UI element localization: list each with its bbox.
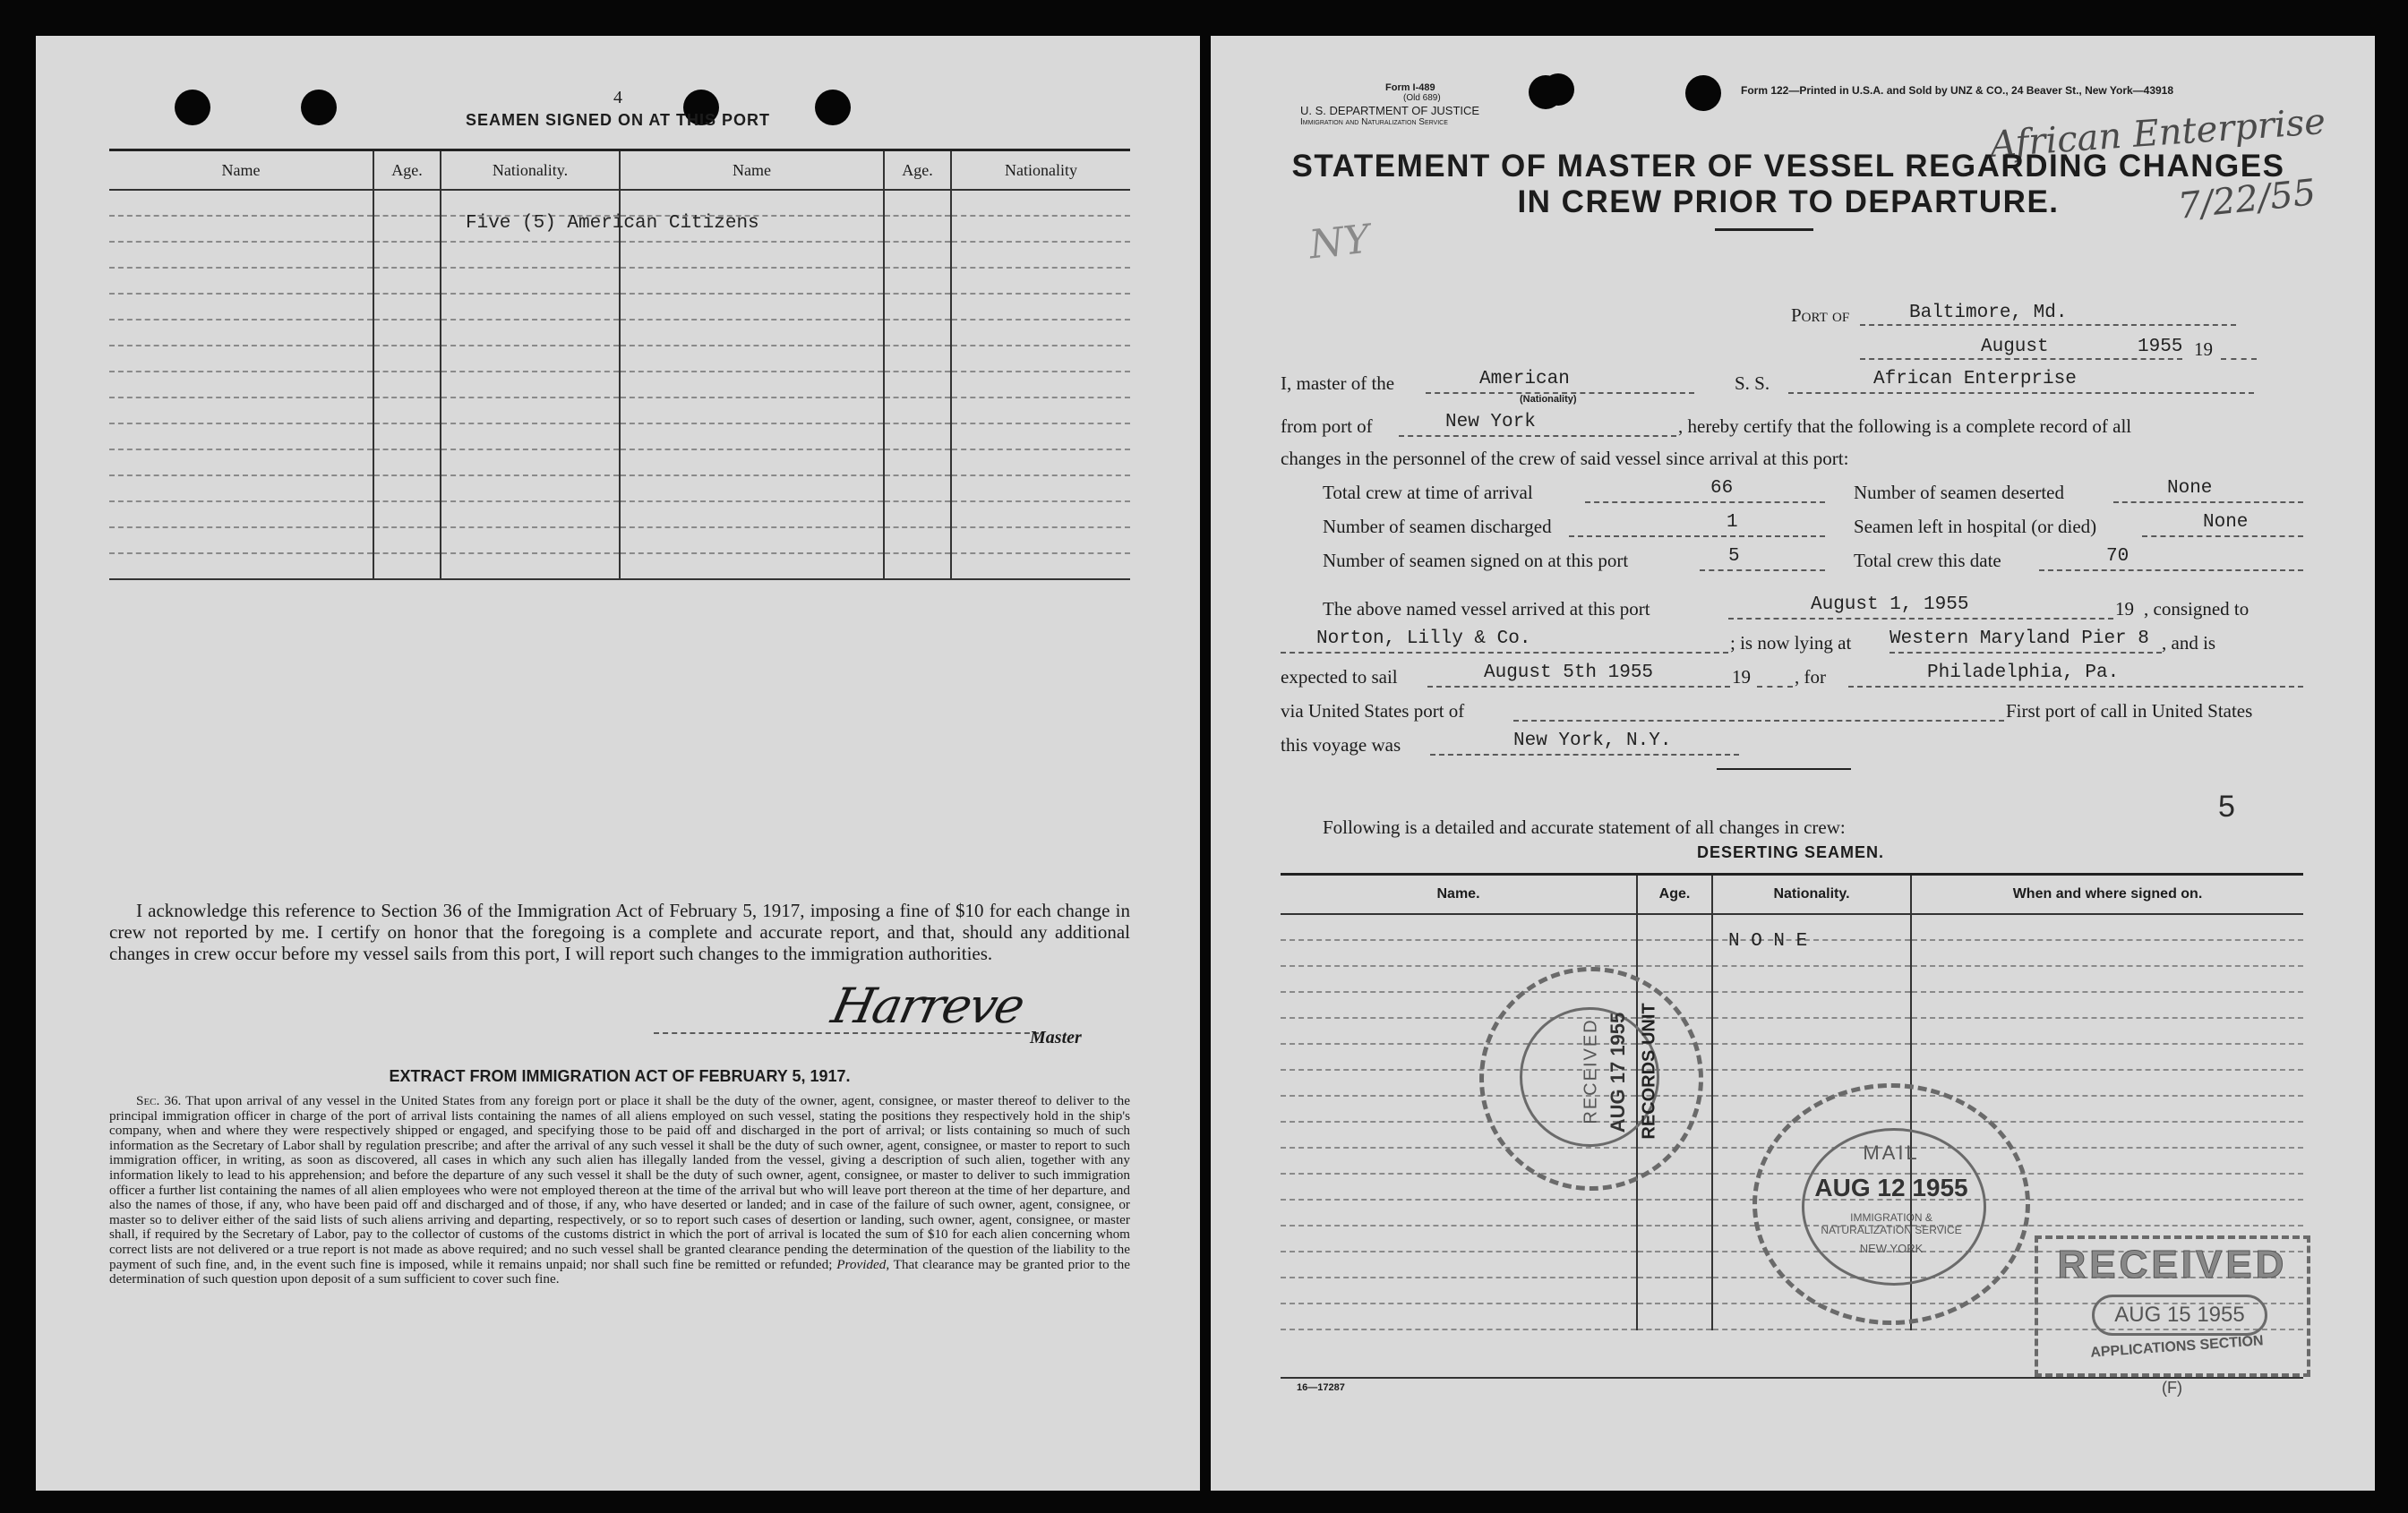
arrival-date: August 1, 1955 bbox=[1811, 594, 1969, 615]
form-number: Form I-489 bbox=[1385, 82, 1435, 93]
mail-stamp bbox=[1752, 1083, 2030, 1325]
year-prefix-3: 19 bbox=[1732, 666, 1751, 688]
signed-on-label: Number of seamen signed on at this port bbox=[1323, 550, 1629, 571]
table-cell bbox=[373, 501, 441, 527]
extract-body bbox=[109, 1094, 1130, 1287]
port-value: Baltimore, Md. bbox=[1909, 303, 2068, 323]
discharged-value: 1 bbox=[1727, 512, 1738, 533]
table-cell bbox=[109, 320, 373, 346]
table-row bbox=[109, 449, 1130, 475]
deserted-value: None bbox=[2167, 478, 2213, 499]
from-port-value: New York bbox=[1445, 412, 1536, 432]
table-cell bbox=[373, 372, 441, 397]
table-cell bbox=[1911, 1044, 2303, 1070]
table-cell bbox=[1911, 992, 2303, 1018]
deserting-heading: DESERTING SEAMEN. bbox=[1696, 843, 1885, 861]
table-row bbox=[109, 346, 1130, 372]
table-cell bbox=[884, 216, 951, 242]
extract-text: That upon arrival of any vessel in the United States from any foreign port or place it shall be the duty of the owner, agent, consignee, or master thereof to deliver to the principal immigration officer in charge of the port of arrival lists containing the names of all aliens employed on such vessel, stating the positions they respectively hold in the ship's company, when and where they were respectively shipped or engaged, and specifying those to be paid off and discharged in the port of arrival; or lists containing so much of such information as the Secretary of Labor shall by regulation prescribe; and after the arrival of any such vessel it shall be the duty of such owner, agent, consignee, or master to report to such immigration officer, in writing, as soon as discovered, all cases in which any such alien has illegally landed from the vessel, giving a description of such alien, together with any information likely to lead to his apprehension; and before the departure of any such vessel it shall be the duty of such owner, agent, consignee, or master to deliver to such immigration officer a further list containing the names of all alien employees who were not employed thereon at the time of the arrival but who will leave port thereon at the time of her departure, and also the names of those, if any, who have been paid off and discharged and of those, if any, who have deserted or landed; and in case of the failure of such owner, agent, consignee, or master so to deliver either of the said lists of such aliens arriving and departing, respectively, or so to report such cases of desertion or landing, such owner, agent, consignee, or master shall, if required by the Secretary of Labor, pay to the collector of customs of the customs district in which the port of arrival is located the sum of $10 for each alien concerning whom correct lists are not delivered or a true report is not made as above required; and no such vessel shall be granted clearance pending the determination of the question of the liability to the payment of such fine, and, in the event such fine is imposed, while it remains unpaid; nor shall such fine be remitted or refunded; bbox=[109, 1093, 1130, 1272]
stamp2-date: AUG 12 1955 bbox=[1814, 1174, 1968, 1201]
table-cell bbox=[620, 242, 884, 268]
for-text: , for bbox=[1795, 666, 1826, 688]
title-line-2: IN CREW PRIOR TO DEPARTURE. bbox=[1517, 184, 2060, 219]
section-mark: (F) bbox=[2162, 1379, 2182, 1397]
right-page bbox=[1211, 36, 2375, 1491]
table-row bbox=[1281, 1096, 2303, 1122]
table-row bbox=[109, 501, 1130, 527]
port-label: Port of bbox=[1791, 304, 1850, 326]
total-crew-date-label: Total crew this date bbox=[1854, 550, 2001, 571]
printer-line: Form 122—Printed in U.S.A. and Sold by UNZ & CO., 24 Beaver St., New York—43918 bbox=[1741, 84, 2174, 97]
table-cell bbox=[884, 527, 951, 553]
table-cell bbox=[951, 553, 1130, 579]
consigned-text: , consigned to bbox=[2144, 598, 2249, 620]
table-cell bbox=[884, 372, 951, 397]
table-cell bbox=[620, 527, 884, 553]
extract-section: Sec. 36. bbox=[136, 1093, 182, 1108]
table-cell bbox=[1281, 940, 1637, 966]
stamp2-word: MAIL bbox=[1863, 1141, 1920, 1164]
year-prefix: 19 bbox=[2194, 338, 2213, 360]
from-port-label: from port of bbox=[1281, 415, 1373, 437]
records-unit-stamp bbox=[1479, 967, 1703, 1191]
stamp1-date: AUG 17 1955 bbox=[1607, 1012, 1629, 1133]
hospital-label: Seamen left in hospital (or died) bbox=[1854, 516, 2097, 537]
table-cell bbox=[373, 397, 441, 423]
table-cell bbox=[441, 397, 620, 423]
table-cell bbox=[620, 449, 884, 475]
table-cell bbox=[441, 268, 620, 294]
table-cell bbox=[441, 346, 620, 372]
table-cell bbox=[109, 346, 373, 372]
year-prefix-2: 19 bbox=[2115, 598, 2134, 620]
handwritten-five: 5 bbox=[2218, 790, 2235, 824]
short-rule bbox=[1717, 768, 1851, 770]
hospital-value: None bbox=[2203, 512, 2249, 533]
handwritten-date: 7/22/55 bbox=[2176, 172, 2318, 227]
table-cell bbox=[951, 268, 1130, 294]
punch-hole bbox=[175, 90, 210, 125]
table-row bbox=[109, 527, 1130, 553]
department: U. S. DEPARTMENT OF JUSTICE bbox=[1300, 104, 1480, 117]
table-row bbox=[109, 294, 1130, 320]
master-label: Master bbox=[1030, 1028, 1082, 1047]
acknowledgement-text: I acknowledge this reference to Section 36 of the Immigration Act of February 5, 1917, imposing a fine of $10 for each change in crew not reported by me. I certify on honor that the foregoing is a complete and accurate report, and that, should any additional changes in crew occur before my vessel sails from this port, I will report such changes to the immigration authorities. bbox=[109, 900, 1130, 964]
table-cell bbox=[109, 449, 373, 475]
this-voyage-text: this voyage was bbox=[1281, 734, 1401, 756]
table-cell bbox=[951, 294, 1130, 320]
table-cell bbox=[109, 501, 373, 527]
table-cell bbox=[373, 553, 441, 579]
table-cell bbox=[109, 190, 373, 216]
table-cell bbox=[109, 527, 373, 553]
col-name: Name. bbox=[1281, 875, 1637, 915]
date-year: 1955 bbox=[2138, 337, 2183, 357]
discharged-label: Number of seamen discharged bbox=[1323, 516, 1552, 537]
title-line-1: STATEMENT OF MASTER OF VESSEL REGARDING CHANGES bbox=[1291, 149, 2285, 184]
table-cell bbox=[951, 475, 1130, 501]
table-cell bbox=[109, 242, 373, 268]
table-cell bbox=[1637, 1200, 1712, 1226]
stamp2-city: NEW YORK bbox=[1859, 1242, 1924, 1255]
table-cell bbox=[373, 190, 441, 216]
stamp1-unit: RECORDS UNIT bbox=[1639, 1003, 1659, 1140]
handwritten-vessel: African Enterprise bbox=[1988, 100, 2327, 167]
table-cell bbox=[373, 449, 441, 475]
table-cell bbox=[620, 372, 884, 397]
table-cell bbox=[441, 527, 620, 553]
footer-code: 16—17287 bbox=[1297, 1382, 1345, 1393]
lying-at: Western Maryland Pier 8 bbox=[1890, 628, 2149, 649]
via-text: via United States port of bbox=[1281, 700, 1465, 722]
table-cell bbox=[620, 190, 884, 216]
table-cell bbox=[620, 501, 884, 527]
table-cell bbox=[373, 423, 441, 449]
table-row bbox=[109, 268, 1130, 294]
table-cell bbox=[373, 242, 441, 268]
table-cell bbox=[373, 216, 441, 242]
handwritten-ny: NY bbox=[1307, 216, 1373, 269]
stamp3-section: APPLICATIONS SECTION bbox=[2089, 1333, 2265, 1361]
first-port-value: New York, N.Y. bbox=[1513, 731, 1672, 751]
table-cell bbox=[441, 190, 620, 216]
table-cell bbox=[109, 553, 373, 579]
table-cell bbox=[1281, 1252, 1637, 1278]
destination: Philadelphia, Pa. bbox=[1927, 662, 2120, 683]
sail-date: August 5th 1955 bbox=[1484, 662, 1654, 683]
page-number: 4 bbox=[613, 88, 622, 107]
table-cell bbox=[1281, 1278, 1637, 1304]
punch-hole bbox=[301, 90, 337, 125]
table-cell bbox=[951, 346, 1130, 372]
table-row bbox=[1281, 1044, 2303, 1070]
form-old-number: (Old 689) bbox=[1403, 93, 1441, 103]
table-cell bbox=[1281, 1200, 1637, 1226]
table-cell bbox=[884, 423, 951, 449]
left-page bbox=[36, 36, 1200, 1491]
col-nationality: Nationality. bbox=[1712, 875, 1911, 915]
table-cell bbox=[441, 242, 620, 268]
ss-label: S. S. bbox=[1735, 372, 1770, 394]
table-cell bbox=[109, 268, 373, 294]
table-cell bbox=[441, 449, 620, 475]
table-cell bbox=[620, 475, 884, 501]
table-row bbox=[109, 372, 1130, 397]
table-cell bbox=[1281, 1304, 1637, 1329]
table-cell bbox=[620, 423, 884, 449]
table-cell bbox=[884, 449, 951, 475]
table-cell bbox=[620, 397, 884, 423]
extract-proviso: That clearance may be granted prior to the determination of such question upon deposit of a sum sufficient to cover such fine. bbox=[109, 1256, 1131, 1287]
stamp3-word: RECEIVED bbox=[2057, 1243, 2288, 1286]
table-cell bbox=[1637, 1278, 1712, 1304]
table-cell bbox=[951, 372, 1130, 397]
table-cell bbox=[373, 268, 441, 294]
table-cell bbox=[441, 501, 620, 527]
table-cell bbox=[441, 423, 620, 449]
table-cell bbox=[373, 294, 441, 320]
deserting-entry: N O N E bbox=[1728, 931, 1808, 952]
table-cell bbox=[373, 527, 441, 553]
total-crew-date-value: 70 bbox=[2106, 546, 2129, 567]
deserted-label: Number of seamen deserted bbox=[1854, 482, 2064, 503]
table-cell bbox=[1712, 1018, 1911, 1044]
table-cell bbox=[1911, 966, 2303, 992]
table-cell bbox=[1911, 940, 2303, 966]
table-cell bbox=[109, 216, 373, 242]
table-cell bbox=[951, 501, 1130, 527]
table-row bbox=[1281, 966, 2303, 992]
table-cell bbox=[109, 294, 373, 320]
arrived-text: The above named vessel arrived at this port bbox=[1323, 598, 1650, 620]
table-cell bbox=[1712, 966, 1911, 992]
table-cell bbox=[884, 475, 951, 501]
master-signature: Harreve bbox=[827, 978, 1029, 1034]
footer-rule bbox=[1281, 1377, 2303, 1379]
table-cell bbox=[951, 397, 1130, 423]
total-crew-arrival-label: Total crew at time of arrival bbox=[1323, 482, 1533, 503]
table-cell bbox=[441, 553, 620, 579]
table-cell bbox=[951, 449, 1130, 475]
table-cell bbox=[1637, 1252, 1712, 1278]
table-cell bbox=[951, 242, 1130, 268]
table-cell bbox=[884, 268, 951, 294]
table-cell bbox=[1911, 1018, 2303, 1044]
lying-text: ; is now lying at bbox=[1730, 632, 1852, 654]
stamp1-word: RECEIVED bbox=[1581, 1018, 1601, 1124]
table-row bbox=[109, 320, 1130, 346]
total-crew-arrival-value: 66 bbox=[1710, 478, 1734, 499]
table-cell bbox=[951, 320, 1130, 346]
table-row bbox=[109, 190, 1130, 216]
table-cell bbox=[109, 397, 373, 423]
ship-name: African Enterprise bbox=[1873, 369, 2077, 389]
section-heading: SEAMEN SIGNED ON AT THIS PORT bbox=[465, 111, 771, 129]
certify-text: , hereby certify that the following is a complete record of all bbox=[1678, 415, 2132, 437]
table-cell bbox=[951, 527, 1130, 553]
extract-title: EXTRACT FROM IMMIGRATION ACT OF FEBRUARY 5, 1917. bbox=[389, 1067, 851, 1085]
master-of-label: I, master of the bbox=[1281, 372, 1395, 394]
table-cell bbox=[109, 475, 373, 501]
table-cell bbox=[884, 242, 951, 268]
table-cell bbox=[884, 553, 951, 579]
table-row bbox=[1281, 992, 2303, 1018]
service-name: Immigration and Naturalization Service bbox=[1300, 117, 1448, 127]
table-cell bbox=[620, 294, 884, 320]
punch-hole bbox=[1685, 75, 1721, 111]
nationality-caption: (Nationality) bbox=[1520, 394, 1577, 405]
col-age: Age. bbox=[1637, 875, 1712, 915]
extract-proviso-word: Provided, bbox=[836, 1256, 890, 1272]
col-name: Name bbox=[109, 150, 373, 191]
expected-text: expected to sail bbox=[1281, 666, 1398, 688]
table-cell bbox=[1637, 914, 1712, 940]
col-age: Age. bbox=[373, 150, 441, 191]
stamp2-line: IMMIGRATION & NATURALIZATION SERVICE bbox=[1821, 1211, 1962, 1236]
table-cell bbox=[884, 501, 951, 527]
table-row bbox=[1281, 1018, 2303, 1044]
table-cell bbox=[1637, 940, 1712, 966]
table-cell bbox=[884, 190, 951, 216]
date-month: August bbox=[1981, 337, 2049, 357]
table-cell bbox=[1281, 1226, 1637, 1252]
table-cell bbox=[1637, 1226, 1712, 1252]
table-row bbox=[109, 553, 1130, 579]
table-cell bbox=[441, 372, 620, 397]
table-row bbox=[109, 475, 1130, 501]
consignee: Norton, Lilly & Co. bbox=[1316, 628, 1531, 649]
changes-text: changes in the personnel of the crew of said vessel since arrival at this port: bbox=[1281, 448, 1849, 469]
table-row bbox=[109, 242, 1130, 268]
col-age: Age. bbox=[884, 150, 951, 191]
table-cell bbox=[1911, 1070, 2303, 1096]
col-nationality: Nationality. bbox=[441, 150, 620, 191]
table-cell bbox=[1637, 1304, 1712, 1329]
table-cell bbox=[884, 294, 951, 320]
table-cell bbox=[951, 423, 1130, 449]
form-title bbox=[1282, 149, 2294, 220]
table-cell bbox=[373, 475, 441, 501]
table-cell bbox=[620, 553, 884, 579]
table-cell bbox=[1637, 1174, 1712, 1200]
table-cell bbox=[441, 475, 620, 501]
table-cell bbox=[620, 268, 884, 294]
table-cell bbox=[373, 320, 441, 346]
table-cell bbox=[1281, 914, 1637, 940]
punch-hole bbox=[1529, 75, 1563, 109]
title-rule bbox=[1715, 228, 1813, 231]
table-cell bbox=[1712, 1044, 1911, 1070]
table-cell bbox=[1712, 992, 1911, 1018]
table-cell bbox=[620, 346, 884, 372]
table-cell bbox=[109, 372, 373, 397]
following-text: Following is a detailed and accurate statement of all changes in crew: bbox=[1323, 816, 1846, 838]
vessel-nationality: American bbox=[1479, 369, 1570, 389]
table-cell bbox=[884, 346, 951, 372]
table-cell bbox=[441, 294, 620, 320]
table-cell bbox=[109, 423, 373, 449]
col-name: Name bbox=[620, 150, 884, 191]
table-row bbox=[109, 397, 1130, 423]
first-port-text: First port of call in United States bbox=[2006, 700, 2253, 722]
table-cell bbox=[620, 320, 884, 346]
table-row bbox=[109, 423, 1130, 449]
stamp3-date: AUG 15 1955 bbox=[2092, 1295, 2267, 1336]
table-cell bbox=[884, 397, 951, 423]
table-cell bbox=[951, 216, 1130, 242]
signed-on-entry: Five (5) American Citizens bbox=[466, 213, 759, 234]
table-cell bbox=[441, 320, 620, 346]
table-row bbox=[1281, 1070, 2303, 1096]
and-is-text: , and is bbox=[2162, 632, 2216, 654]
table-cell bbox=[1911, 914, 2303, 940]
table-cell bbox=[373, 346, 441, 372]
col-signed-on: When and where signed on. bbox=[1911, 875, 2303, 915]
signed-on-value: 5 bbox=[1728, 546, 1740, 567]
table-cell bbox=[951, 190, 1130, 216]
table-cell bbox=[884, 320, 951, 346]
col-nationality: Nationality bbox=[951, 150, 1130, 191]
received-stamp bbox=[2035, 1235, 2310, 1377]
